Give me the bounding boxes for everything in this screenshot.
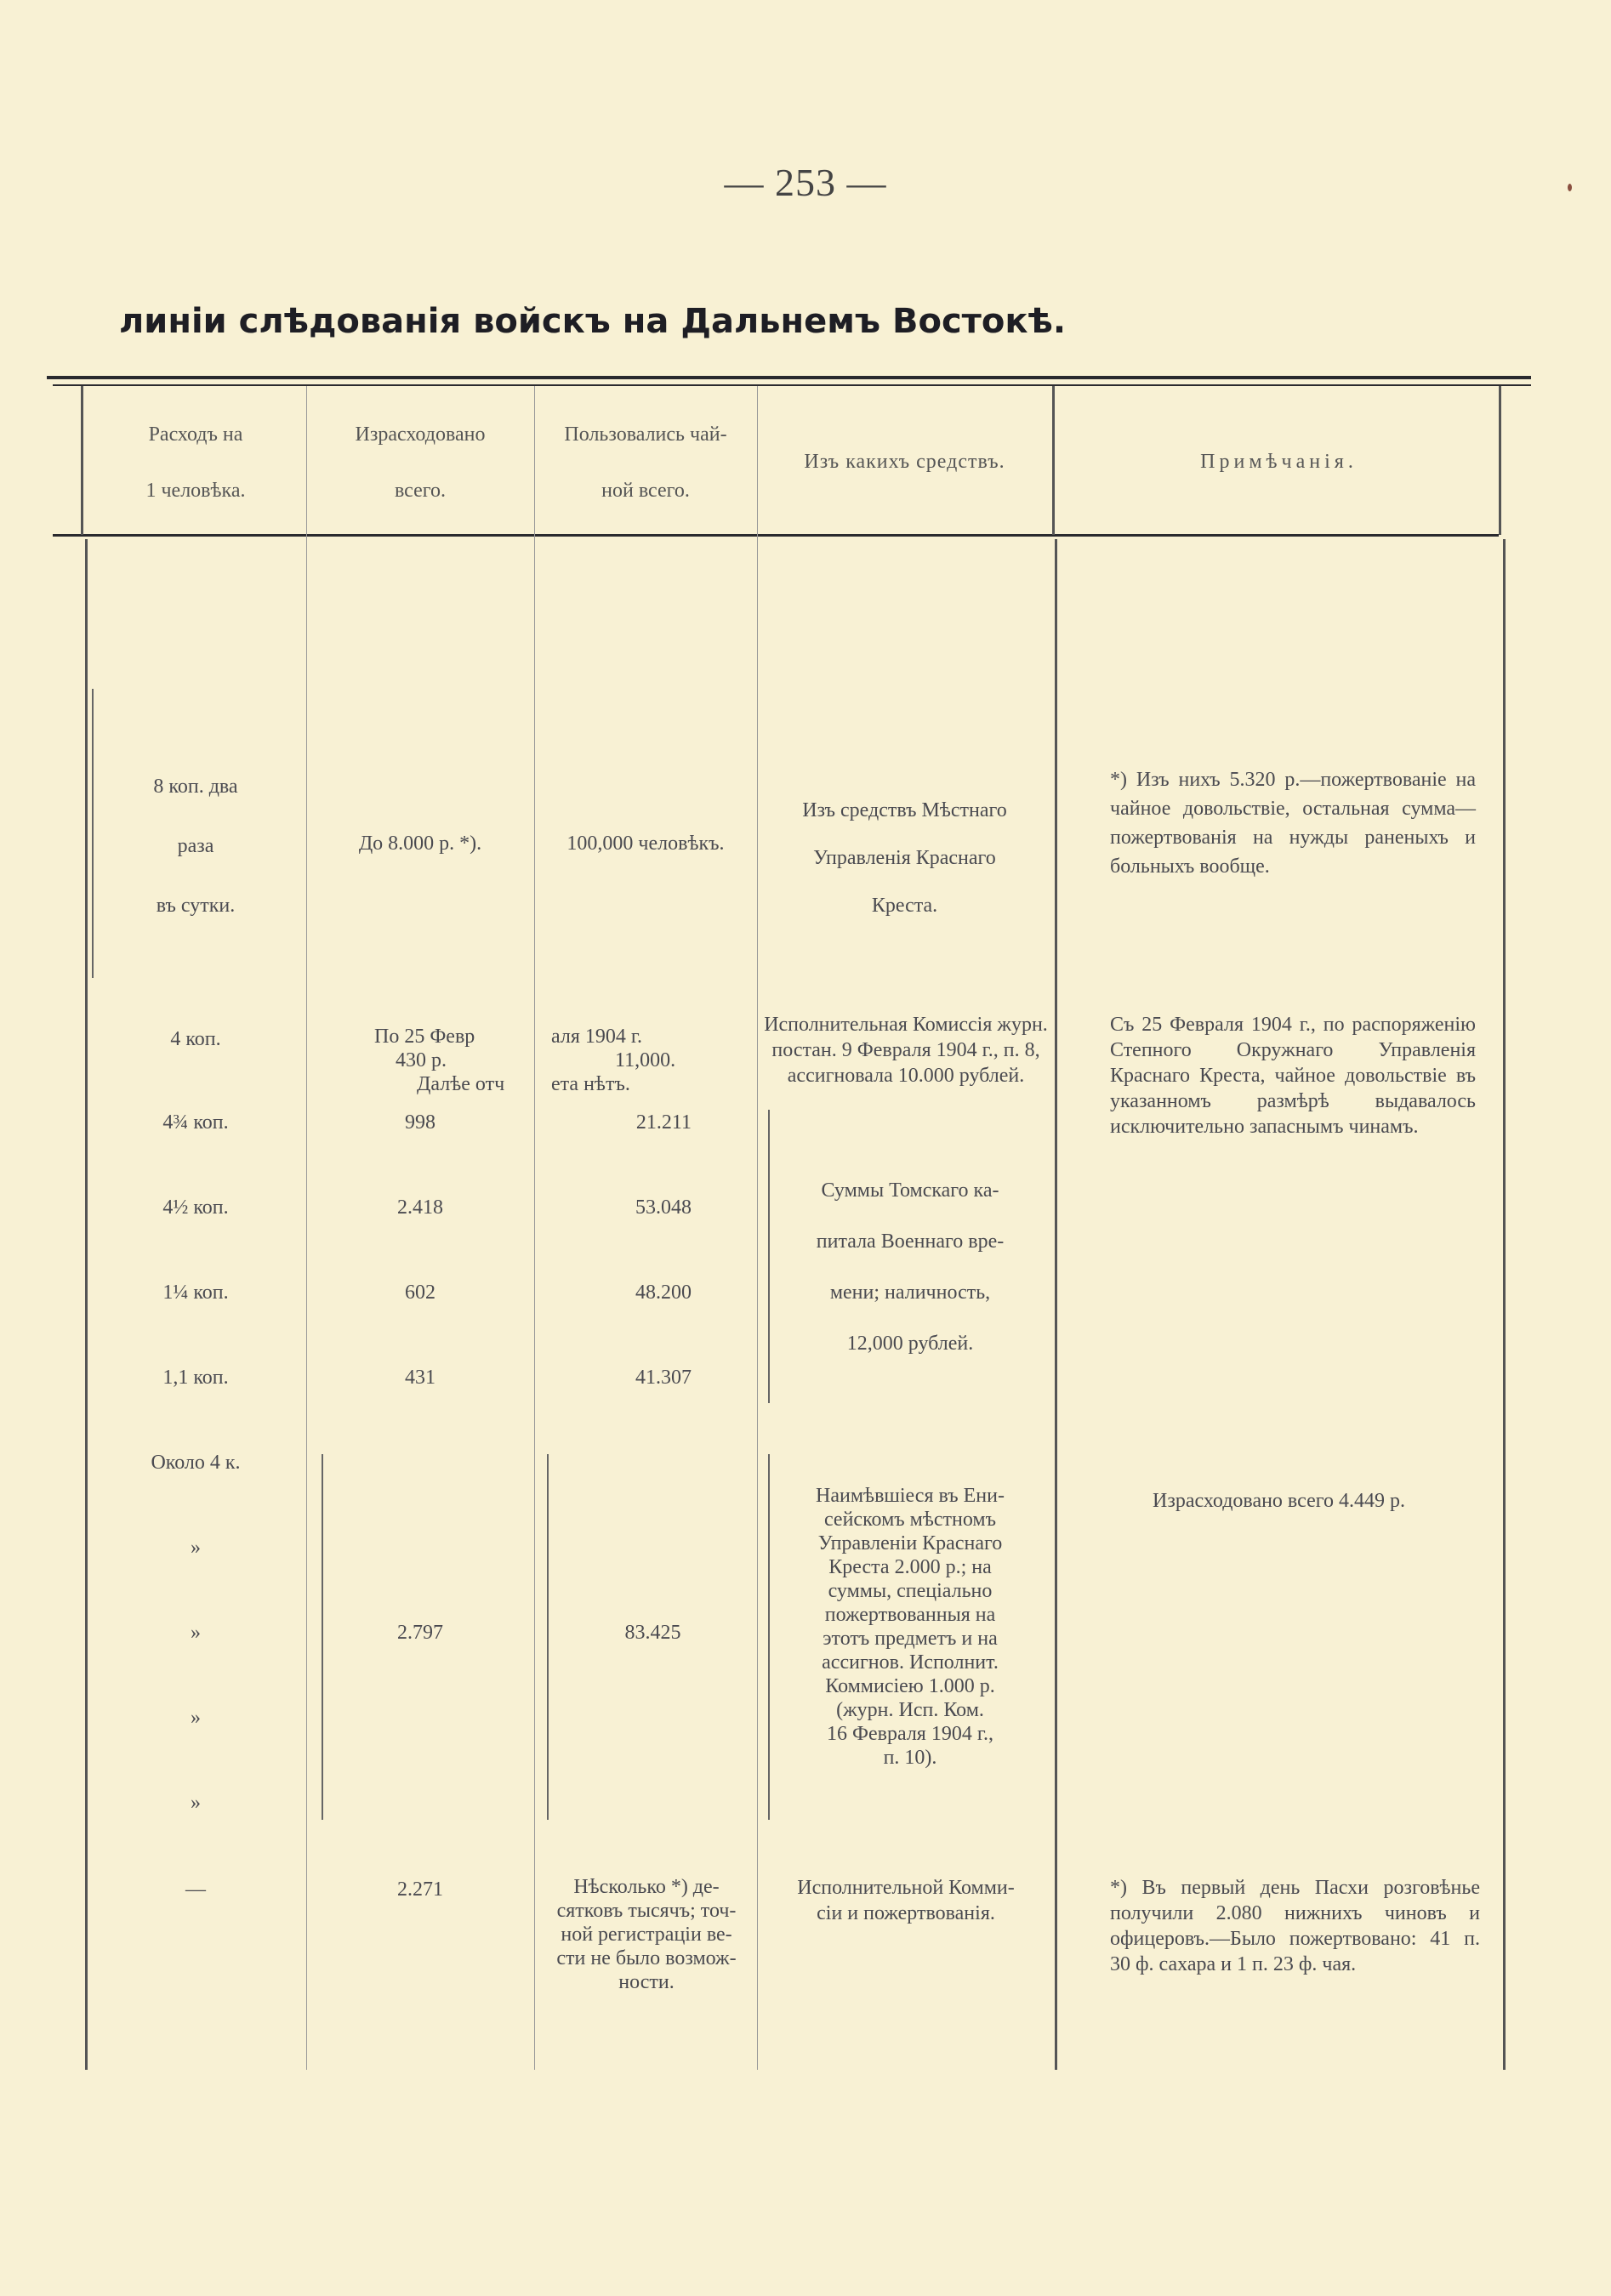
- row2-used-tea-line2: 11,000.: [615, 1049, 676, 1071]
- row6-spent-total: 431: [405, 1367, 435, 1389]
- tomsk-funds-line4: 12,000 рублей.: [846, 1333, 974, 1355]
- column-line-left-header: [81, 386, 83, 535]
- table-top-rule: [47, 376, 1531, 379]
- row2-spent-total-line1: По 25 Февр: [374, 1026, 475, 1048]
- tomsk-funds-line2: питала Военнаго вре-: [816, 1230, 1005, 1253]
- row8-used-tea-line5: ности.: [618, 1971, 675, 1993]
- row7-funds-line3: Управленіи Краснаго: [817, 1532, 1003, 1554]
- row7-per-person-line3: »: [191, 1622, 201, 1644]
- row1-per-person-line2: раза: [177, 835, 214, 857]
- row7-funds-line11: 16 Февраля 1904 г.,: [827, 1723, 993, 1745]
- header-used-tea: [534, 406, 757, 519]
- row3-per-person: 4¾ коп.: [162, 1111, 229, 1134]
- page-title: линіи слѣдованія войскъ на Дальнемъ Востокѣ.: [119, 302, 1067, 341]
- row7-spent-total: 2.797: [397, 1622, 443, 1644]
- row7-funds-line6: пожертвованныя на: [824, 1604, 996, 1626]
- row5-per-person: 1¼ коп.: [162, 1282, 229, 1304]
- row1-used-tea: 100,000 человѣкъ.: [566, 833, 725, 855]
- row8-used-tea-line1: Нѣсколько *) де-: [573, 1876, 720, 1898]
- column-line-funds: [757, 386, 758, 2070]
- row7-funds-line1: Наимѣвшіеся въ Ени-: [816, 1485, 1005, 1507]
- column-line-notes: [1055, 539, 1057, 2070]
- row4-spent-total: 2.418: [397, 1196, 443, 1219]
- row7-per-person-line1: Около 4 к.: [151, 1452, 241, 1474]
- tomsk-funds-line3: мени; наличность,: [829, 1282, 991, 1304]
- header-per-person-line1: Расходъ на: [148, 423, 243, 446]
- header-used-tea-line1: Пользовались чай-: [564, 423, 727, 446]
- ink-speck: [1568, 184, 1572, 191]
- row1-per-person: [85, 757, 306, 935]
- header-per-person: [85, 406, 306, 519]
- row7-notes: Израсходовано всего 4.449 р.: [1153, 1490, 1405, 1512]
- row8-used-tea-line4: сти не было возмож-: [556, 1947, 737, 1969]
- row7-funds-line4: Креста 2.000 р.; на: [828, 1556, 992, 1578]
- row1-notes: *) Изъ нихъ 5.320 р.—пожертвованіе на чайное довольствіе, остальная сумма—пожертвованія на нужды раненыхъ и больныхъ вообще.: [1110, 769, 1476, 878]
- row8-funds-line1: Исполнительной Комми-: [797, 1877, 1015, 1899]
- page-number: — 253 —: [724, 161, 887, 204]
- row1-funds-line2: Управленія Краснаго: [813, 847, 996, 869]
- column-line-right: [1503, 539, 1506, 2070]
- row3-used-tea: 21.211: [635, 1111, 692, 1134]
- row2-used-tea-line1: аля 1904 г.: [551, 1026, 643, 1048]
- row7-used-tea: 83.425: [624, 1622, 681, 1644]
- row7-per-person-line5: »: [191, 1792, 201, 1814]
- row7-per-person-line2: »: [191, 1537, 201, 1559]
- row2-used-tea: [551, 1025, 721, 1096]
- row7-per-person: [85, 1448, 306, 1817]
- header-used-tea-line2: ной всего.: [601, 480, 690, 502]
- row7-funds-line12: п. 10).: [883, 1747, 937, 1769]
- header-funds: Изъ какихъ средствъ.: [804, 451, 1005, 473]
- header-spent-total-line2: всего.: [394, 480, 447, 502]
- row4-used-tea: 53.048: [635, 1196, 692, 1219]
- row2-notes: Съ 25 Февраля 1904 г., по распоряженію Степного Окружнаго Управленія Краснаго Креста, чайное довольствіе въ указанномъ размѣрѣ выдавалось исключительно запаснымъ чинамъ.: [1110, 1014, 1476, 1138]
- row7-funds-line5: суммы, спеціально: [828, 1580, 993, 1602]
- row8-used-tea-line3: ной регистраціи ве-: [561, 1924, 732, 1946]
- row7-funds: [770, 1484, 1050, 1770]
- row8-notes: *) Въ первый день Пасхи розговѣнье получили 2.080 нижнихъ чиновъ и офицеровъ.—Было пожертвовано: 41 п. 30 ф. сахара и 1 п. 23 ф. чая.: [1110, 1877, 1480, 1975]
- table-top-rule-thin: [53, 384, 1531, 386]
- row8-spent-total: 2.271: [397, 1878, 443, 1901]
- row2-spent-total-line3: Далѣе отч: [417, 1073, 505, 1095]
- row1-funds-line1: Изъ средствъ Мѣстнаго: [802, 799, 1007, 821]
- row2-spent-total: [361, 1025, 536, 1096]
- row6-per-person: 1,1 коп.: [162, 1367, 229, 1389]
- row2-per-person: 4 коп.: [170, 1028, 221, 1050]
- column-line-used: [534, 386, 535, 2070]
- header-spent-total-line1: Израсходовано: [355, 423, 486, 446]
- row2-spent-total-line2: 430 р.: [396, 1049, 447, 1071]
- row7-funds-line2: сейскомъ мѣстномъ: [823, 1509, 997, 1531]
- header-per-person-line2: 1 человѣка.: [145, 480, 246, 502]
- row7-funds-line8: ассигнов. Исполнит.: [822, 1651, 999, 1674]
- header-bottom-rule: [53, 534, 1499, 537]
- tomsk-funds: [770, 1165, 1050, 1369]
- row8-used-tea-line2: сятковъ тысячъ; точ-: [556, 1900, 737, 1922]
- row8-per-person: —: [185, 1878, 206, 1901]
- header-notes: Примѣчанія.: [1200, 451, 1358, 473]
- row5-used-tea: 48.200: [635, 1282, 692, 1304]
- row1-per-person-line3: въ сутки.: [156, 895, 236, 917]
- row1-funds-line3: Креста.: [871, 895, 938, 917]
- row2-used-tea-line3: ета нѣтъ.: [551, 1073, 630, 1095]
- row1-funds: [757, 787, 1052, 929]
- row3-spent-total: 998: [405, 1111, 435, 1134]
- row6-used-tea: 41.307: [635, 1367, 692, 1389]
- row7-per-person-line4: »: [191, 1707, 201, 1729]
- row8-used-tea: [538, 1875, 755, 1994]
- row7-funds-line7: этотъ предметъ и на: [823, 1628, 998, 1650]
- row2-funds: Исполнительная Комиссія журн. постан. 9 Февраля 1904 г., п. 8, ассигновала 10.000 рублей.: [764, 1014, 1048, 1087]
- row5-spent-total: 602: [405, 1282, 435, 1304]
- row7-funds-line10: (журн. Исп. Ком.: [836, 1699, 984, 1721]
- row8-funds-line2: сіи и пожертвованія.: [817, 1902, 995, 1924]
- row4-per-person: 4½ коп.: [162, 1196, 229, 1219]
- row1-spent-total: До 8.000 р. *).: [358, 833, 482, 855]
- column-line-spent: [306, 386, 307, 2070]
- row7-funds-line9: Коммисіею 1.000 р.: [825, 1675, 995, 1697]
- row8-funds: [760, 1875, 1052, 1926]
- tomsk-funds-line1: Суммы Томскаго ка-: [821, 1179, 999, 1202]
- row1-per-person-line1: 8 коп. два: [153, 776, 238, 798]
- header-spent-total: [306, 406, 534, 519]
